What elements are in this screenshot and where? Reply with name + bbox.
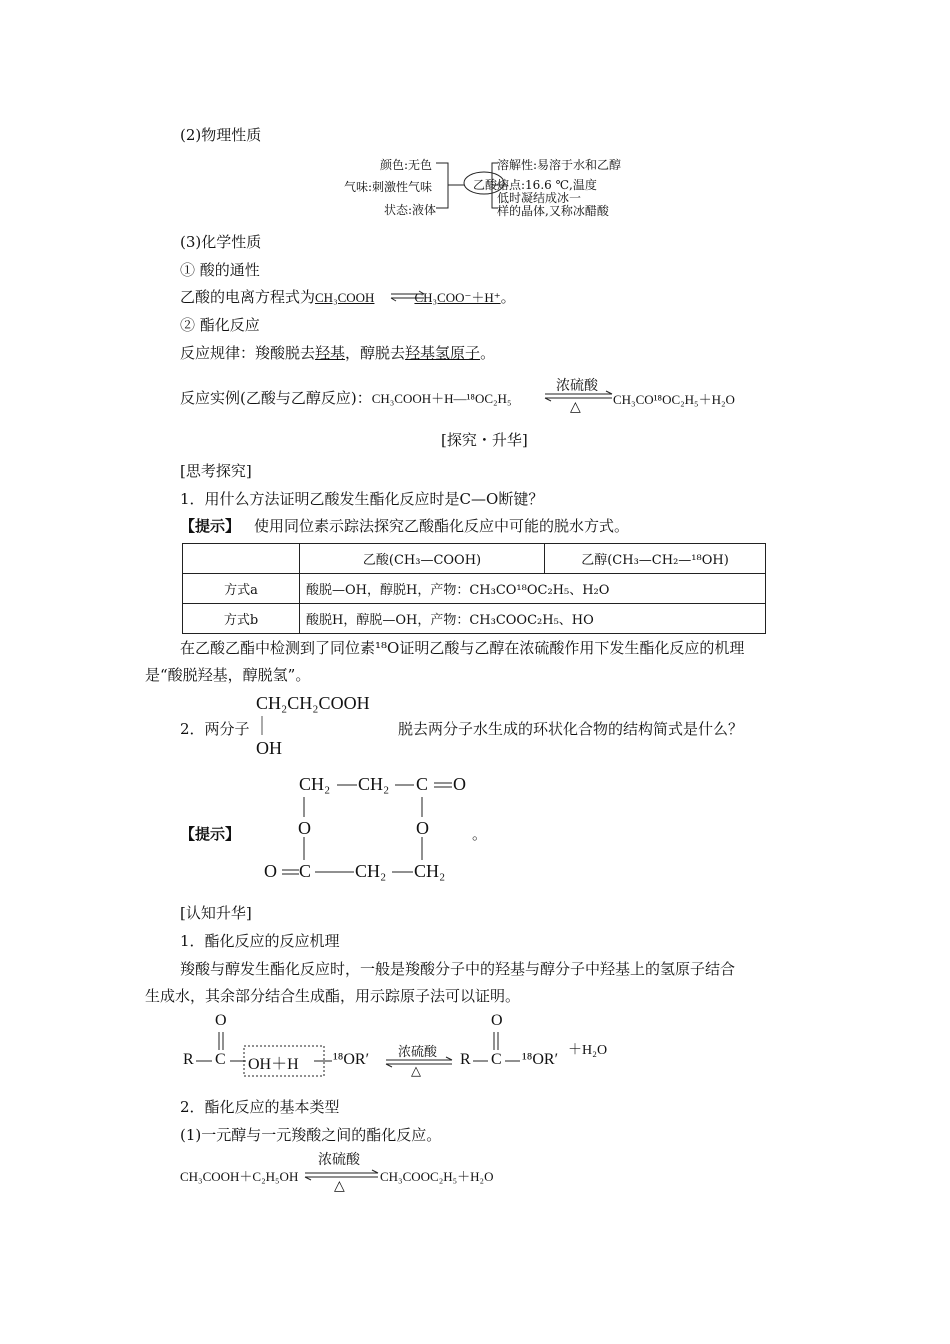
hint-2-label: 【提示】 [180,825,241,843]
hint-2-period: 。 [472,825,488,843]
diagram-center-ellipse [464,172,504,194]
diagram-right-brace [492,163,508,208]
diagram-color: 颜色:无色 [380,158,433,172]
conclusion-line-2: 是“酸脱羟基，醇脱氢”。 [145,666,311,684]
table-cell: 方式a [183,574,300,604]
dehydration-table [182,543,766,634]
diagram-left-brace [436,163,464,208]
diagram-mp-2: 低时凝结成冰一 [497,191,582,205]
hint-1-text: 使用同位素示踪法探究乙酸酯化反应中可能的脱水方式。 [254,517,630,535]
ionization-line [180,286,516,307]
rule-line [180,342,495,363]
think-header: [思考探究] [180,462,252,480]
diagram-odor: 气味:刺激性气味 [344,180,433,194]
table-cell: 方式b [183,604,300,634]
q2-formula-bottom: OH [256,738,282,758]
table-header-row [183,544,766,574]
section3-title: (3)化学性质 [180,233,262,251]
ring-carbon-top: C [416,774,429,794]
example-line [180,387,511,408]
type1-right: CH₃COOC₂H₅＋H₂O [380,1169,494,1184]
mechanism-line-1: 羧酸与醇发生酯化反应时，一般是羧酸分子中的羟基与醇分子中羟基上的氢原子结合 [180,960,736,978]
mech-or-left: ¹⁸OR′ [333,1051,370,1068]
ring-ch2-a: CH₂ [299,774,331,794]
ring-ch2-d: CH₂ [414,861,446,881]
table-cell: 酸脱—OH，醇脱H，产物：CH₃CO¹⁸OC₂H₅、H₂O [300,574,766,604]
type1-catalyst: 浓硫酸 [318,1152,360,1168]
types-title: 2．酯化反应的基本类型 [180,1098,340,1116]
mech-o-right: O [491,1012,503,1029]
ionization-end: 。 [500,288,516,306]
mech-r-right: R [460,1051,471,1068]
type1-title: (1)一元醇与一元羧酸之间的酯化反应。 [180,1126,442,1144]
rule-underline-2: 羟基氢原子 [405,344,481,362]
mech-o-left: O [215,1012,227,1029]
mech-or-right: ¹⁸OR′ [522,1051,559,1068]
mech-heat: △ [411,1064,421,1079]
acid-title: ① 酸的通性 [180,261,260,279]
table-row [183,604,766,634]
example-catalyst: 浓硫酸 [556,378,598,394]
table-header-cell: 乙酸(CH₃—COOH) [300,544,545,574]
ionization-prefix: 乙酸的电离方程式为 [180,288,316,306]
ring-carbon-bottom: C [299,861,312,881]
table-header-cell: 乙醇(CH₃—CH₂—¹⁸OH) [545,544,766,574]
mech-r-left: R [183,1051,194,1068]
cognition-header: [认知升华] [180,904,252,922]
conclusion-line-1: 在乙酸乙酯中检测到了同位素¹⁸O证明乙酸与乙醇在浓硫酸作用下发生酯化反应的机理 [180,639,745,657]
diagram-state: 状态:液体 [384,203,437,217]
mech-c-left: C [215,1051,226,1068]
type1-heat: △ [334,1178,345,1194]
q2-suffix: 脱去两分子水生成的环状化合物的结构简式是什么？ [398,720,744,738]
mechanism-line-2: 生成水，其余部分结合生成酯，用示踪原子法可以证明。 [145,987,521,1005]
rule-end: 。 [480,344,496,362]
ring-oxygen-bottom: O [264,861,277,881]
rule-underline-1: 羟基 [315,344,346,362]
diagram-center: 乙酸 [473,178,498,192]
hint-label: 【提示】 [180,517,241,535]
q2-formula-top: CH₂CH₂COOH [256,693,370,713]
diagram-mp-1: 熔点:16.6 ℃,温度 [497,178,597,192]
type1-left: CH₃COOH＋C₂H₅OH [180,1169,299,1184]
ring-oxygen-top: O [453,774,466,794]
example-left: CH₃COOH＋H—¹⁸OC₂H₅ [371,391,512,406]
ring-ch2-b: CH₂ [358,774,390,794]
table-cell: 酸脱H，醇脱—OH，产物：CH₃COOC₂H₅、HO [300,604,766,634]
table-header-cell [183,544,300,574]
ionization-right: CH₃COO⁻＋H⁺ [414,290,501,305]
mechanism-title: 1．酯化反应的反应机理 [180,932,340,950]
example-right: CH₃CO¹⁸OC₂H₅＋H₂O [613,392,735,407]
q2-prefix: 2．两分子 [180,720,250,738]
example-prefix: 反应实例(乙酸与乙醇反应)： [180,389,372,407]
section2-title: (2)物理性质 [180,126,262,144]
mech-catalyst: 浓硫酸 [398,1045,438,1060]
ring-oxygen-left: O [298,818,311,838]
hint-1 [180,515,629,536]
ester-title: ② 酯化反应 [180,316,260,334]
ring-oxygen-right: O [416,818,429,838]
diagram-mp-3: 样的晶体,又称冰醋酸 [497,204,609,218]
mech-oh-h: OH＋H [248,1056,299,1073]
rule-mid: ，醇脱去 [345,344,406,362]
ionization-left: CH₃COOH [315,290,375,305]
mech-water: ＋H₂O [568,1043,608,1058]
explore-header: [探究・升华] [441,431,528,449]
mech-c-right: C [491,1051,502,1068]
ring-ch2-c: CH₂ [355,861,387,881]
example-heat: △ [570,399,581,415]
question-1: 1．用什么方法证明乙酸发生酯化反应时是C—O断键？ [180,490,544,508]
table-row [183,574,766,604]
diagram-solubility: 溶解性:易溶于水和乙醇 [497,158,622,172]
rule-prefix: 反应规律：羧酸脱去 [180,344,316,362]
